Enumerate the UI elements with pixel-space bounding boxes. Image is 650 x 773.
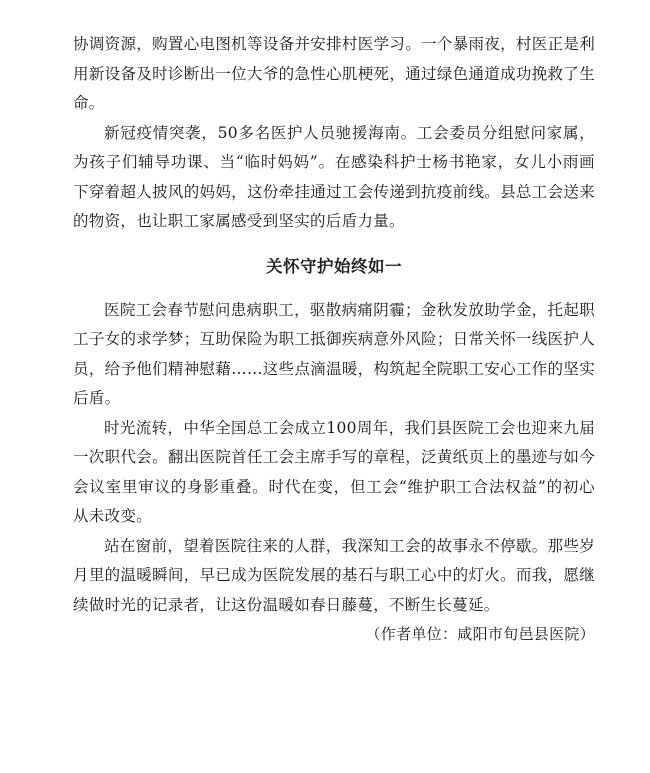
article-page — [73, 30, 595, 649]
article-paragraph: 医院工会春节慰问患病职工，驱散病痛阴霾；金秋发放助学金，托起职工子女的求学梦；互助保险为职工抵御疾病意外风险；日常关怀一线医护人员，给予他们精神慰藉……这些点滴温暖，构筑起全院职工安心工作的坚实后盾。 — [73, 300, 595, 407]
author-byline: （作者单位：咸阳市旬邑县医院） — [365, 625, 595, 643]
article-paragraph: 站在窗前，望着医院往来的人群，我深知工会的故事永不停歇。那些岁月里的温暖瞬间，早已成为医院发展的基石与职工心中的灯火。而我，愿继续做时光的记录者，让这份温暖如春日藤蔓，不断生长蔓延。 — [73, 536, 595, 614]
article-paragraph: 新冠疫情突袭，50多名医护人员驰援海南。工会委员分组慰问家属，为孩子们辅导功课、当“临时妈妈”。在感染科护士杨书艳家，女儿小雨画下穿着超人披风的妈妈，这份牵挂通过工会传递到抗疫前线。县总工会送来的物资，也让职工家属感受到坚实的后盾力量。 — [73, 123, 595, 230]
article-paragraph-continued: 协调资源，购置心电图机等设备并安排村医学习。一个暴雨夜，村医正是利用新设备及时诊断出一位大爷的急性心肌梗死，通过绿色通道成功挽救了生命。 — [73, 35, 595, 112]
article-paragraph: 时光流转，中华全国总工会成立100周年，我们县医院工会也迎来九届一次职代会。翻出医院首任工会主席手写的章程，泛黄纸页上的墨迹与如今会议室里审议的身影重叠。时代在变，但工会“维护职工合法权益”的初心从未改变。 — [73, 418, 595, 525]
section-title: 关怀守护始终如一 — [266, 256, 402, 276]
